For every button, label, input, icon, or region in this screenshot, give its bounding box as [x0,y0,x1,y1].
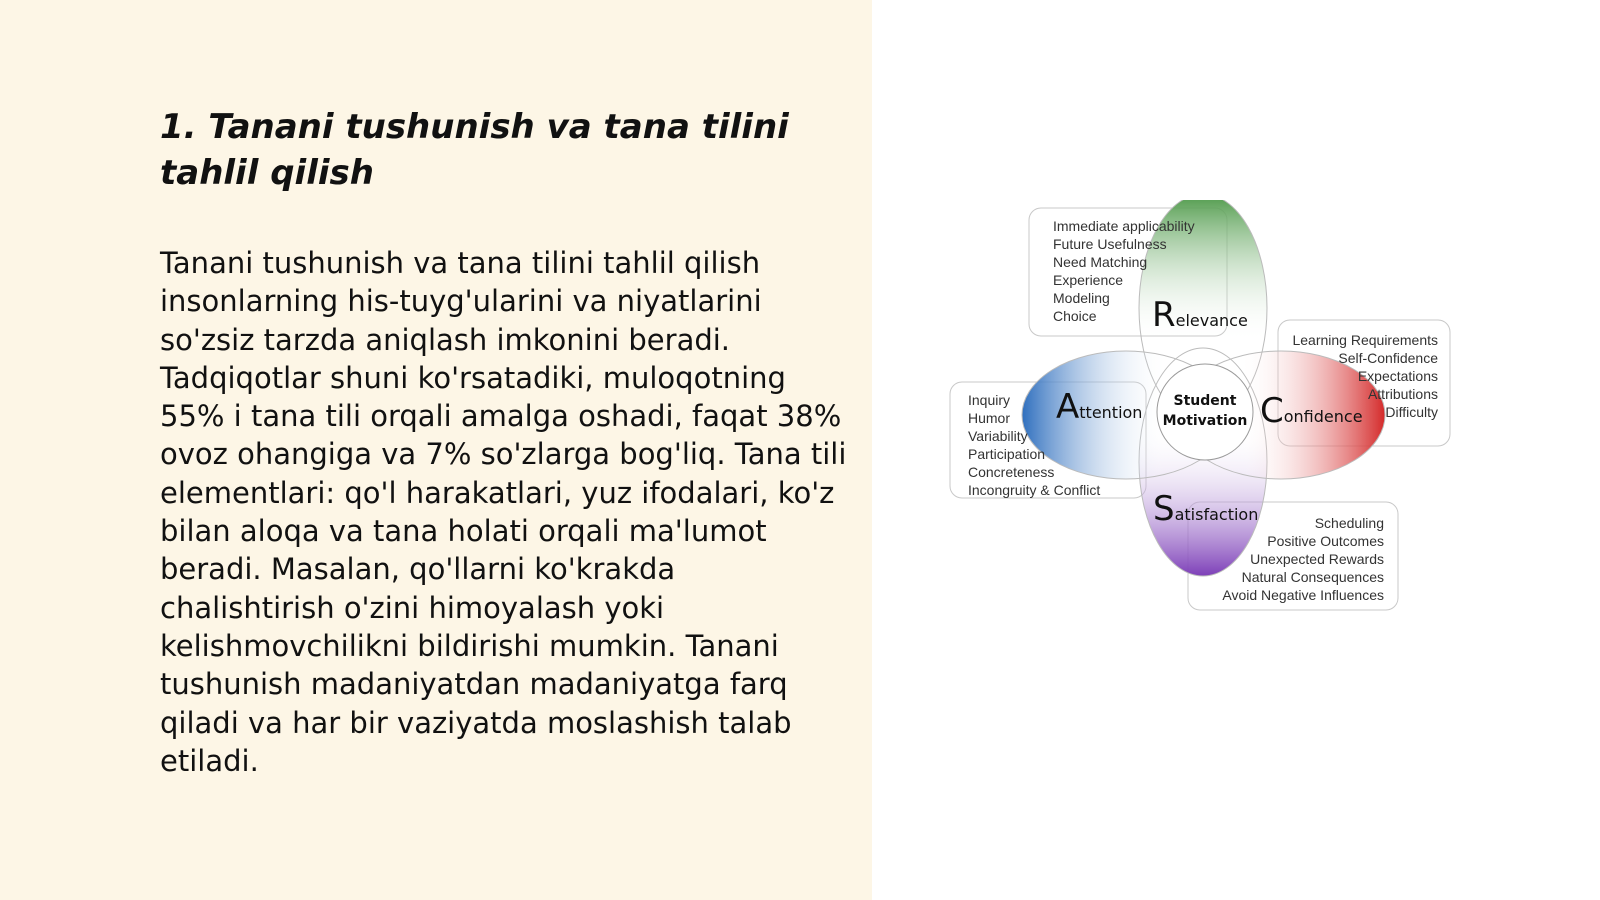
relevance-item: Need Matching [1053,254,1148,270]
relevance-item: Future Usefulness [1053,236,1167,252]
center-label-line2: Motivation [1162,413,1248,429]
confidence-item: Self-Confidence [1338,350,1438,366]
confidence-item: Attributions [1367,386,1438,402]
attention-item: Incongruity & Conflict [968,482,1101,498]
satisfaction-title: Satisfaction [1153,489,1259,529]
relevance-item: Immediate applicability [1053,218,1195,234]
satisfaction-item: Scheduling [1314,515,1384,531]
confidence-title: Confidence [1260,391,1363,431]
confidence-item: Learning Requirements [1292,332,1438,348]
relevance-title: Relevance [1152,295,1248,335]
satisfaction-item: Natural Consequences [1241,569,1384,585]
relevance-item: Choice [1053,308,1097,324]
slide-title: 1. Tanani tushunish va tana tilini tahlil qilish [160,107,789,193]
attention-title: Attention [1056,387,1143,427]
center-label-line1: Student [1173,393,1237,409]
relevance-item: Modeling [1053,290,1110,306]
satisfaction-item: Avoid Negative Influences [1222,587,1384,603]
arcs-motivation-diagram [944,200,1464,620]
satisfaction-item: Unexpected Rewards [1250,551,1384,567]
confidence-item: Expectations [1357,368,1438,384]
attention-item: Variability [968,428,1028,444]
center-circle [1157,364,1253,460]
attention-item: Participation [968,446,1046,462]
satisfaction-item: Positive Outcomes [1267,533,1384,549]
confidence-item: Difficulty [1385,404,1438,420]
relevance-item: Experience [1053,272,1124,288]
attention-item: Concreteness [968,464,1055,480]
attention-item: Inquiry [968,392,1011,408]
attention-item: Humor [968,410,1011,426]
slide-body-text: Tanani tushunish va tana tilini tahlil qilish insonlarning his-tuyg'ularini va niyatlarini so'zsiz tarzda aniqlash imkonini beradi. Tadqiqotlar shuni ko'rsatadiki, muloqotning 55% i tana tili orqali amalga oshadi, faqat 38% ovoz ohangiga va 7% so'zlarga bog'liq. Tana tili elementlari: qo'l harakatlari, yuz ifodalari, ko'z bilan aloqa va tana holati orqali ma'lumot beradi. Masalan, qo'llarni ko'krakda chalishtirish o'zini himoyalash yoki kelishmovchilikni bildirishi mumkin. Tanani tushunish madaniyatdan madaniyatga farq qiladi va har bir vaziyatda moslashish talab etiladi. [160,246,847,778]
